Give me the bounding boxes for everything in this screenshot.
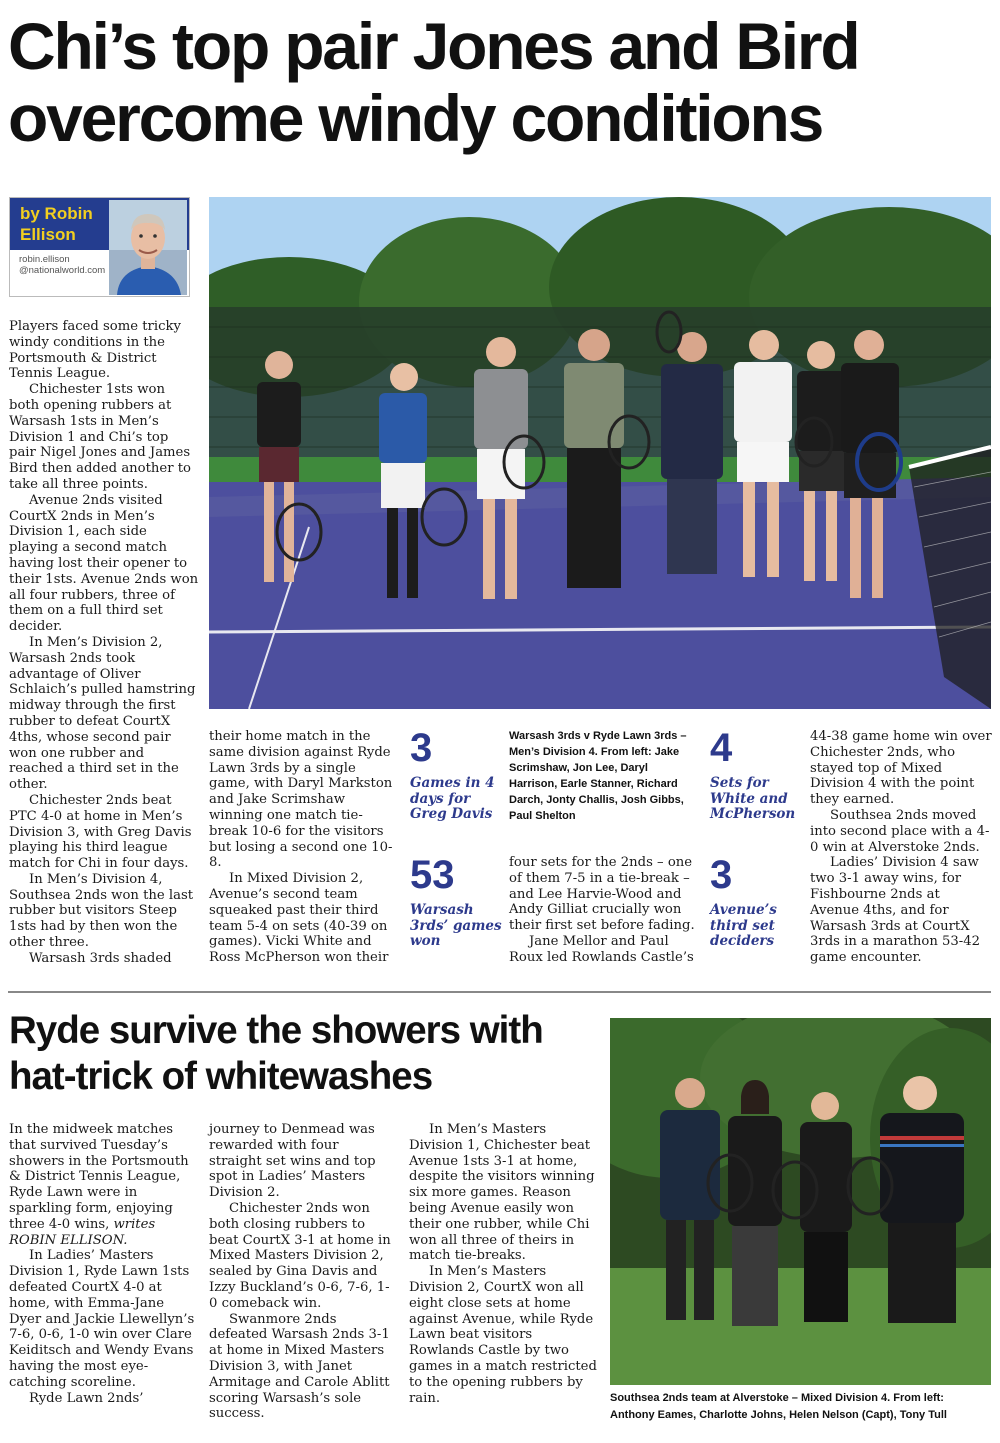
section-divider bbox=[8, 991, 991, 993]
team-photo-warsash-ryde bbox=[209, 197, 991, 709]
paragraph: their home match in the same division against Ryde Lawn 3rds by a single game, with Daryl Markston and Jake Scrimshaw winning one match tie-break 10-6 for the visitors but losing a second one 10-8. bbox=[209, 729, 393, 871]
paragraph: In Men’s Division 4, Southsea 2nds won the last rubber but visitors Steep 1sts had by then won the other three. bbox=[9, 871, 194, 951]
article1-column-4 bbox=[810, 729, 992, 966]
paragraph: Ryde Lawn 2nds’ bbox=[29, 1390, 144, 1406]
article2-column-2 bbox=[209, 1122, 395, 1422]
paragraph: Jane Mellor and Paul Roux led Rowlands Castle’s bbox=[509, 933, 694, 965]
paragraph: In Men’s Division 2, Warsash 2nds took advantage of Oliver Schlaich’s pulled hamstring midway through the first rubber to defeat CourtX 4ths, whose second pair won one rubber and reached a third set in the other. bbox=[9, 634, 196, 793]
stat-block-white-mcpherson bbox=[710, 728, 802, 823]
stat-number: 4 bbox=[710, 726, 733, 770]
article1-column-3 bbox=[509, 855, 699, 966]
paragraph: Avenue 2nds visited CourtX 2nds in Men’s Division 1, each side playing a second match having lost their opener to their 1sts. Avenue 2nds won all four rubbers, three of them on a full third set decider. bbox=[9, 492, 199, 635]
paragraph: four sets for the 2nds – one of them 7-5 in a tie-break – and Lee Harvie-Wood and Andy Gilliat crucially won their first set before fading. bbox=[509, 855, 695, 934]
author-photo bbox=[109, 200, 187, 295]
stat-number: 53 bbox=[410, 853, 455, 897]
intro-text: In the midweek matches that survived Tuesday’s showers in the Portsmouth & District Tennis League, Ryde Lawn were in sparkling form, enjoying three 4-0 wins, bbox=[9, 1122, 189, 1232]
paragraph bbox=[9, 1122, 195, 1248]
team-photo-southsea bbox=[610, 1018, 991, 1385]
stat-label: Avenue’s third set deciders bbox=[710, 902, 777, 949]
paragraph: Southsea 2nds moved into second place with a 4-0 win at Alverstoke 2nds. bbox=[810, 807, 990, 855]
headline: Chi’s top pair Jones and Bird overcome windy conditions bbox=[8, 9, 859, 155]
stat-label: Games in 4 days for Greg Davis bbox=[410, 775, 495, 822]
article1-column-1 bbox=[9, 319, 199, 967]
paragraph: Swanmore 2nds defeated Warsash 2nds 3-1 at home in Mixed Masters Division 3, with Janet Armitage and Carole Ablitt scoring Warsash’s sole success. bbox=[209, 1311, 390, 1422]
paragraph: In Ladies’ Masters Division 1, Ryde Lawn 1sts defeated CourtX 4-0 at home, with Emma-Jane Dyer and Jackie Llewellyn’s 7-6, 0-6, 1-0 win over Clare Keiditsch and Wendy Evans having the most eye-catching scoreline. bbox=[9, 1248, 195, 1390]
paragraph: Chichester 1sts won both opening rubbers at Warsash 1sts in Men’s Division 1 and Chi’s top pair Nigel Jones and James Bird then added another to take all three points. bbox=[9, 382, 191, 492]
paragraph: In Men’s Masters Division 1, Chichester beat Avenue 1sts 3-1 at home, despite the visitors winning six more games. Reason being Avenue easily won their one rubber, while Chi won all three of theirs in match tie-breaks. bbox=[409, 1122, 595, 1264]
stat-block-warsash-games bbox=[410, 855, 502, 950]
byline-box bbox=[9, 197, 190, 297]
paragraph: Players faced some tricky windy conditions in the Portsmouth & District Tennis League. bbox=[9, 319, 181, 382]
article1-column-2 bbox=[209, 729, 395, 966]
byline-name: by Robin Ellison bbox=[20, 204, 93, 244]
paragraph: Ladies’ Division 4 saw two 3-1 away wins, for Fishbourne 2nds at Avenue 4ths, and for Warsash 3rds at CourtX 3rds in a marathon 53-42 game encounter. bbox=[810, 855, 981, 966]
headline-2: Ryde survive the showers with hat-trick of whitewashes bbox=[9, 1009, 543, 1098]
paragraph: Chichester 2nds won both closing rubbers to beat CourtX 3-1 at home in Mixed Masters Division 2, sealed by Gina Davis and Izzy Buckland’s 0-6, 7-6, 1-0 comeback win. bbox=[209, 1200, 391, 1311]
stat-block-greg-davis bbox=[410, 728, 502, 823]
photo-caption-2: Southsea 2nds team at Alverstoke – Mixed Division 4. From left: Anthony Eames, Charlotte Johns, Helen Nelson (Capt), Tony Tull bbox=[610, 1392, 947, 1421]
stat-number: 3 bbox=[410, 726, 433, 770]
stat-block-avenue-deciders bbox=[710, 855, 802, 950]
writer-credit: writes ROBIN ELLISON. bbox=[9, 1216, 156, 1248]
paragraph: journey to Denmead was rewarded with four straight set wins and top spot in Ladies’ Masters Division 2. bbox=[209, 1122, 376, 1201]
stat-label: Sets for White and McPherson bbox=[710, 775, 796, 822]
photo-caption: Warsash 3rds v Ryde Lawn 3rds – Men’s Division 4. From left: Jake Scrimshaw, Jon Lee, Daryl Harrison, Earle Stanner, Richard Darch, Jonty Challis, Josh Gibbs, Paul Shelton bbox=[509, 730, 687, 822]
paragraph: Warsash 3rds shaded bbox=[29, 950, 172, 966]
stat-number: 3 bbox=[710, 853, 733, 897]
article2-column-1 bbox=[9, 1122, 195, 1406]
stat-label: Warsash 3rds’ games won bbox=[410, 902, 502, 949]
paragraph: In Men’s Masters Division 2, CourtX won all eight close sets at home against Avenue, while Ryde Lawn beat visitors Rowlands Castle by two games in a match restricted to the opening rubbers by rain. bbox=[409, 1264, 597, 1406]
article2-column-3 bbox=[409, 1122, 597, 1406]
byline-email: robin.ellison @nationalworld.com bbox=[19, 254, 106, 276]
paragraph: Chichester 2nds beat PTC 4-0 at home in Men’s Division 3, with Greg Davis playing his third league match for Chi in four days. bbox=[9, 792, 192, 872]
paragraph: 44-38 game home win over Chichester 2nds, who stayed top of Mixed Division 4 with the point they earned. bbox=[810, 729, 992, 808]
paragraph: In Mixed Division 2, Avenue’s second team squeaked past their third team 5-4 on sets (40-39 on games). Vicki White and Ross McPherson won their bbox=[209, 871, 389, 966]
